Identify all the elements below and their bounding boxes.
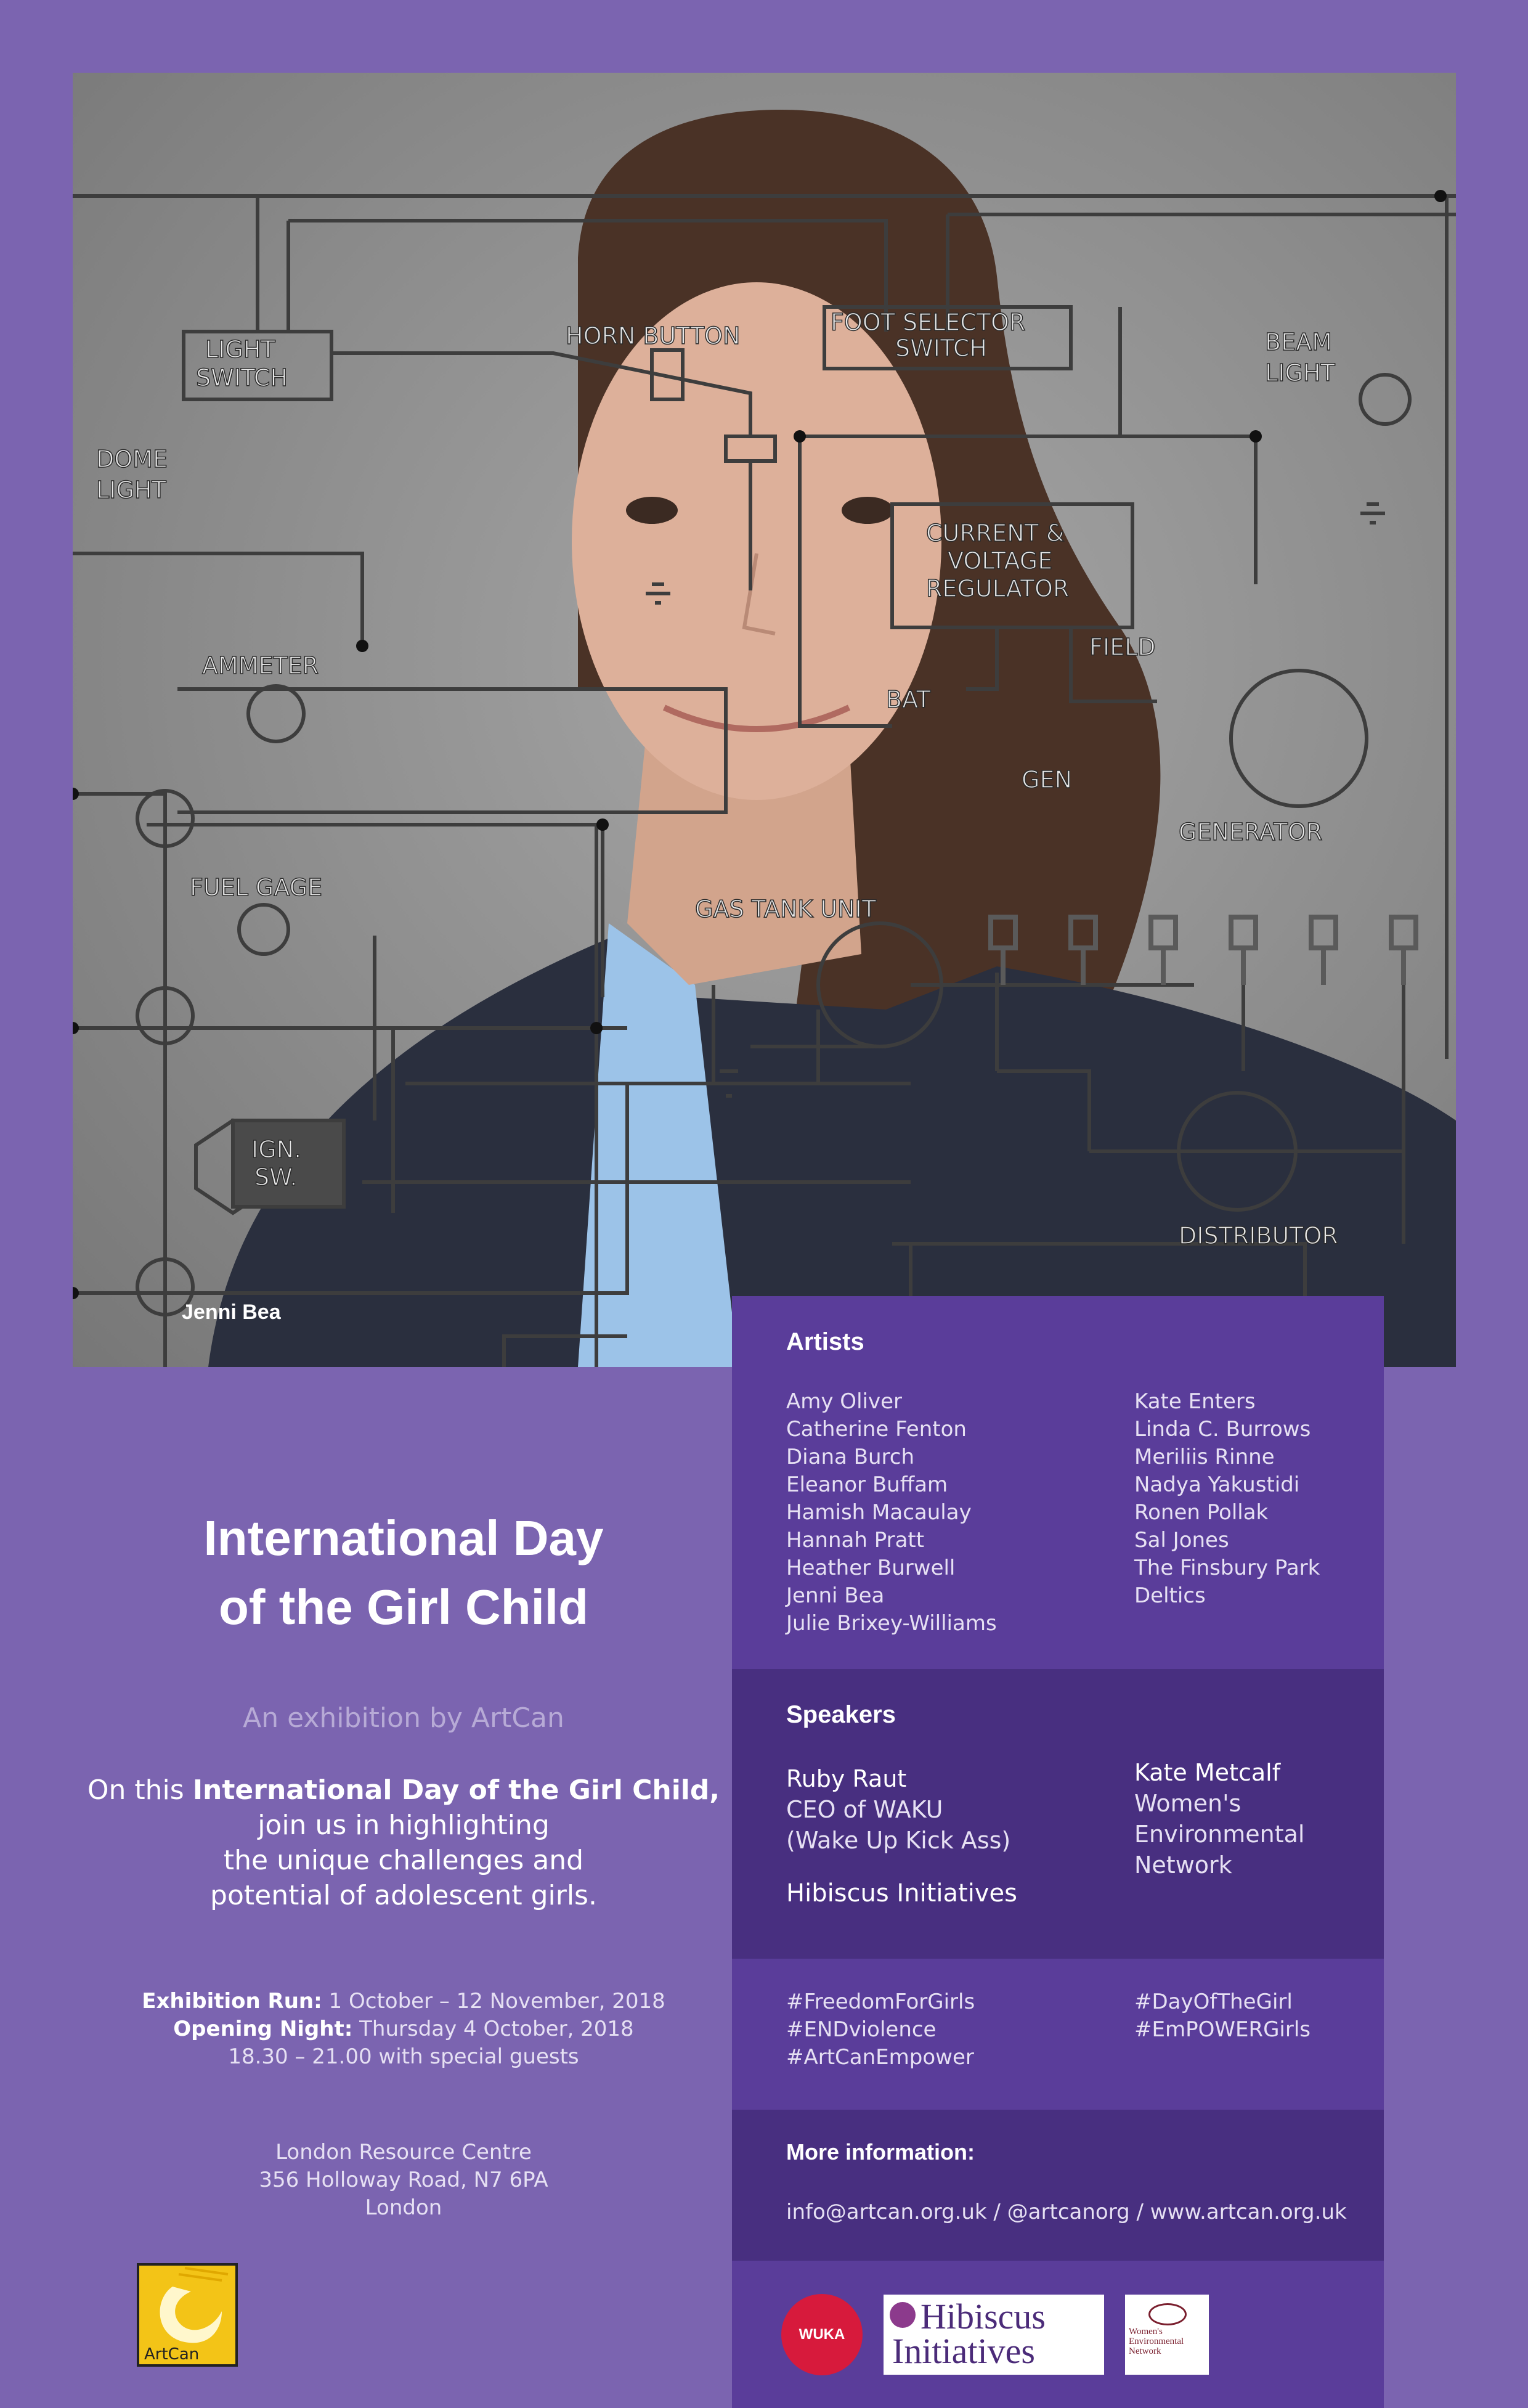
- hashtags-panel: [732, 1959, 1384, 2110]
- speakers-panel: [732, 1669, 1384, 1959]
- title-line: International Day: [203, 1511, 604, 1565]
- event-title: [0, 1504, 807, 1642]
- womens-environmental-network-logo: [1125, 2295, 1209, 2375]
- hashtag[interactable]: #EmPOWERGirls: [1134, 2017, 1311, 2042]
- list-item: Sal Jones: [1134, 1528, 1229, 1553]
- more-info-heading: More information:: [786, 2139, 975, 2165]
- label-regulator: REGULATOR: [926, 575, 1070, 602]
- partner-logos-panel: [732, 2261, 1384, 2408]
- list-item: Hannah Pratt: [786, 1528, 925, 1553]
- artists-heading: Artists: [786, 1328, 864, 1355]
- run-label: Exhibition Run:: [142, 1989, 322, 2014]
- wen-text-1: Women's: [1129, 2326, 1163, 2337]
- list-item: Ronen Pollak: [1134, 1500, 1269, 1525]
- label-gas-tank: GAS TANK UNIT: [695, 896, 876, 923]
- list-item: Meriliis Rinne: [1134, 1445, 1275, 1469]
- list-item: Amy Oliver: [786, 1389, 902, 1414]
- label-gen: GEN: [1022, 766, 1072, 793]
- speaker-ruby: [786, 1763, 1134, 1908]
- contact-links[interactable]: info@artcan.org.uk / @artcanorg / www.artcan.org.uk: [786, 2200, 1347, 2224]
- speaker-role: (Wake Up Kick Ass): [786, 1827, 1011, 1854]
- artists-list-1: [786, 1388, 1134, 1638]
- artists-columns: [786, 1388, 1359, 1638]
- list-item: Julie Brixey-Williams: [786, 1611, 997, 1636]
- speaker-org: Hibiscus Initiatives: [786, 1879, 1017, 1908]
- speaker-name: Kate Metcalf: [1134, 1759, 1281, 1786]
- hashtags-col-1: [786, 1988, 1134, 2071]
- hashtag[interactable]: #FreedomForGirls: [786, 1990, 975, 2014]
- hashtag[interactable]: #DayOfTheGirl: [1134, 1990, 1293, 2014]
- hibiscus-flower-icon: [890, 2302, 916, 2328]
- speaker-org: Network: [1134, 1851, 1232, 1879]
- intro-text: [0, 1773, 807, 1913]
- speaker-org: Environmental: [1134, 1821, 1305, 1848]
- artcan-logo-text: ArtCan: [144, 2345, 200, 2364]
- label-beam: BEAM: [1265, 329, 1332, 356]
- list-item: Nadya Yakustidi: [1134, 1472, 1300, 1497]
- circuit-diagram-overlay: [73, 73, 1456, 1367]
- exhibition-run: [0, 1988, 807, 2015]
- left-eye: [626, 497, 678, 524]
- opening-value: Thursday 4 October, 2018: [352, 2017, 634, 2041]
- intro-line-2: join us in highlighting: [258, 1810, 550, 1841]
- list-item: Diana Burch: [786, 1445, 915, 1469]
- speaker-org: Women's: [1134, 1790, 1242, 1817]
- list-item: Jenni Bea: [786, 1583, 885, 1608]
- speakers-columns: [786, 1759, 1359, 1908]
- list-item: Linda C. Burrows: [1134, 1417, 1311, 1442]
- byline: An exhibition by ArtCan: [243, 1702, 564, 1734]
- label-ign: IGN.: [251, 1136, 302, 1163]
- run-value: 1 October – 12 November, 2018: [322, 1989, 665, 2014]
- intro-line-4: potential of adolescent girls.: [210, 1880, 597, 1911]
- artists-list-2: [1134, 1388, 1359, 1638]
- opening-time: 18.30 – 21.00 with special guests: [228, 2044, 579, 2069]
- photo-credit: Jenni Bea: [182, 1300, 281, 1324]
- more-info-panel: [732, 2110, 1384, 2261]
- list-item: The Finsbury Park: [1134, 1556, 1320, 1580]
- hibiscus-logo-text-2: Initiatives: [892, 2330, 1035, 2371]
- venue-line: London Resource Centre: [275, 2140, 532, 2165]
- label-light: LIGHT: [1265, 359, 1335, 386]
- list-item: Heather Burwell: [786, 1556, 956, 1580]
- artists-panel: [732, 1296, 1384, 1669]
- label-dome-light: LIGHT: [96, 476, 166, 504]
- label-foot-selector: FOOT SELECTOR: [831, 309, 1026, 336]
- speaker-name: Ruby Raut: [786, 1765, 907, 1792]
- hashtag[interactable]: #ENDviolence: [786, 2017, 937, 2042]
- hibiscus-logo-text-1: Hibiscus: [920, 2296, 1046, 2337]
- speaker-kate: [1134, 1757, 1359, 1908]
- hashtags-col-2: [1134, 1988, 1359, 2071]
- list-item: Hamish Macaulay: [786, 1500, 972, 1525]
- label-fuel-gage: FUEL GAGE: [190, 874, 323, 901]
- wen-text-3: Network: [1129, 2346, 1161, 2356]
- schedule: [0, 1988, 807, 2071]
- label-voltage: VOLTAGE: [948, 547, 1053, 574]
- list-item: Catherine Fenton: [786, 1417, 967, 1442]
- hashtag-columns: [786, 1988, 1359, 2071]
- logos-row: [732, 2261, 1359, 2408]
- label-light-switch: LIGHT: [205, 336, 275, 363]
- artcan-logo: [136, 2262, 242, 2368]
- intro-prefix: On this: [87, 1774, 193, 1806]
- right-eye: [842, 497, 893, 524]
- opening-label: Opening Night:: [173, 2017, 353, 2041]
- label-current: CURRENT &: [926, 520, 1065, 547]
- venue-line: London: [365, 2195, 442, 2220]
- wuka-logo: WUKA: [781, 2294, 863, 2375]
- title-line: of the Girl Child: [219, 1580, 588, 1635]
- feature-photo: [73, 73, 1456, 1367]
- label-field: FIELD: [1089, 634, 1156, 661]
- hibiscus-logo: [884, 2295, 1104, 2375]
- label-foot-selector-2: SWITCH: [895, 335, 987, 362]
- label-distributor: DISTRIBUTOR: [1179, 1222, 1338, 1249]
- list-item: Kate Enters: [1134, 1389, 1256, 1414]
- label-generator: GENERATOR: [1179, 818, 1323, 846]
- face-shape: [572, 282, 941, 800]
- intro-line-1: [0, 1773, 807, 1808]
- hashtag[interactable]: #ArtCanEmpower: [786, 2045, 974, 2070]
- label-light-switch-2: SWITCH: [196, 364, 288, 391]
- intro-line-3: the unique challenges and: [223, 1845, 584, 1876]
- intro-bold: International Day of the Girl Child,: [192, 1774, 720, 1806]
- wen-text-2: Environmental: [1129, 2336, 1184, 2346]
- label-sw: SW.: [254, 1164, 298, 1191]
- venue-line: 356 Holloway Road, N7 6PA: [259, 2168, 548, 2192]
- speakers-heading: Speakers: [786, 1701, 896, 1728]
- list-item: Eleanor Buffam: [786, 1472, 948, 1497]
- list-item: Deltics: [1134, 1583, 1206, 1608]
- speaker-role: CEO of WAKU: [786, 1796, 943, 1823]
- label-ammeter: AMMETER: [202, 652, 319, 679]
- eye-icon: [1148, 2303, 1187, 2325]
- label-bat: BAT: [886, 686, 931, 713]
- label-horn-button: HORN BUTTON: [566, 322, 741, 349]
- venue-address: [0, 2139, 807, 2222]
- label-dome: DOME: [96, 446, 168, 473]
- opening-night: [0, 2015, 807, 2043]
